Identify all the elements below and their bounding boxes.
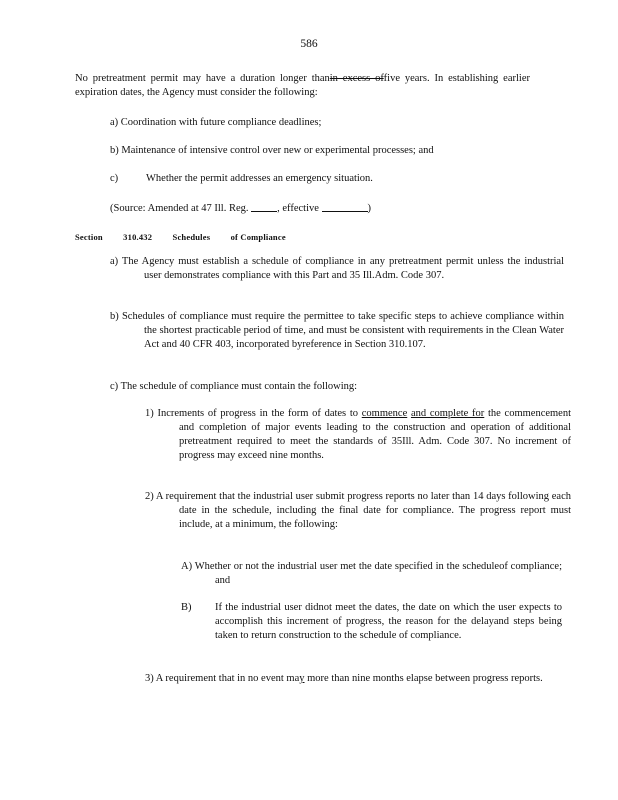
item-2B-text: If the industrial user didnot meet the dates, the date on which the user expects to accomplish this increment of progress, the reason for the delayand steps being taken to return construction to the schedule of compliance.: [215, 602, 562, 641]
source-note: [110, 200, 371, 216]
consideration-c: [110, 172, 373, 186]
source-prefix: (Source: Amended at 47 Ill. Reg.: [110, 203, 249, 214]
section-title-1: Schedules: [172, 232, 211, 242]
item-3-text-1: 3) A requirement that in no event ma: [145, 673, 300, 684]
section-title-2: of Compliance: [230, 232, 286, 242]
intro-text-1: No pretreatment permit may have a duration longer than: [75, 73, 330, 84]
consideration-c-text: Whether the permit addresses an emergency situation.: [146, 173, 373, 184]
intro-text-2: five years. In establishing earlier expiration dates, the Agency must consider the following:: [75, 73, 530, 98]
item-1-text-1: 1) Increments of progress in the form of dates to: [145, 408, 362, 419]
effective-blank: [322, 200, 368, 212]
inserted-text-commence: commence: [361, 408, 408, 419]
item-3: [145, 672, 571, 686]
section-heading: [75, 230, 304, 244]
subsection-c: c) The schedule of compliance must contain the following:: [110, 381, 358, 392]
inserted-text-complete: and complete for: [410, 408, 485, 419]
source-suffix: ): [367, 203, 372, 214]
subsection-b: b) Schedules of compliance must require the permittee to take specific steps to achieve compliance within the shortest practicable period of time, and must be consistent with requirements in the Clean Water Act and 40 CFR 403, incorporated byreference in Section 310.107.: [110, 311, 564, 350]
item-2B: [181, 601, 562, 643]
item-2A: A) Whether or not the industrial user met the date specified in the scheduleof compliance; and: [181, 561, 562, 586]
page-number: 586: [300, 38, 318, 50]
source-mid: , effective: [277, 203, 319, 214]
item-1: [145, 407, 571, 463]
subsection-a: a) The Agency must establish a schedule of compliance in any pretreatment permit unless the industrial user demonstrates compliance with this Part and 35 Ill.Adm. Code 307.: [110, 256, 564, 281]
consideration-b: b) Maintenance of intensive control over new or experimental processes; and: [110, 145, 434, 156]
item-2: 2) A requirement that the industrial user submit progress reports no later than 14 days following each date in the schedule, including the final date for compliance. The progress report must include, at a minimum, the following:: [145, 491, 571, 530]
inserted-text-y: y: [299, 673, 305, 684]
section-label: Section: [75, 232, 103, 242]
item-1-text-2: the commencement and completion of major events leading to the construction and operation of additional pretreatment required to meet the standards of 35Ill. Adm. Code 307. No increment of progress may exceed nine months.: [179, 408, 572, 461]
consideration-a: a) Coordination with future compliance deadlines;: [110, 117, 322, 128]
intro-paragraph: [75, 72, 530, 100]
reg-blank: [251, 200, 277, 212]
section-number: 310.432: [123, 232, 153, 242]
deleted-text: in excess of: [329, 73, 384, 84]
consideration-c-label: c): [110, 173, 119, 184]
item-3-text-2: more than nine months elapse between progress reports.: [304, 673, 543, 684]
item-2B-label: B): [181, 602, 192, 613]
